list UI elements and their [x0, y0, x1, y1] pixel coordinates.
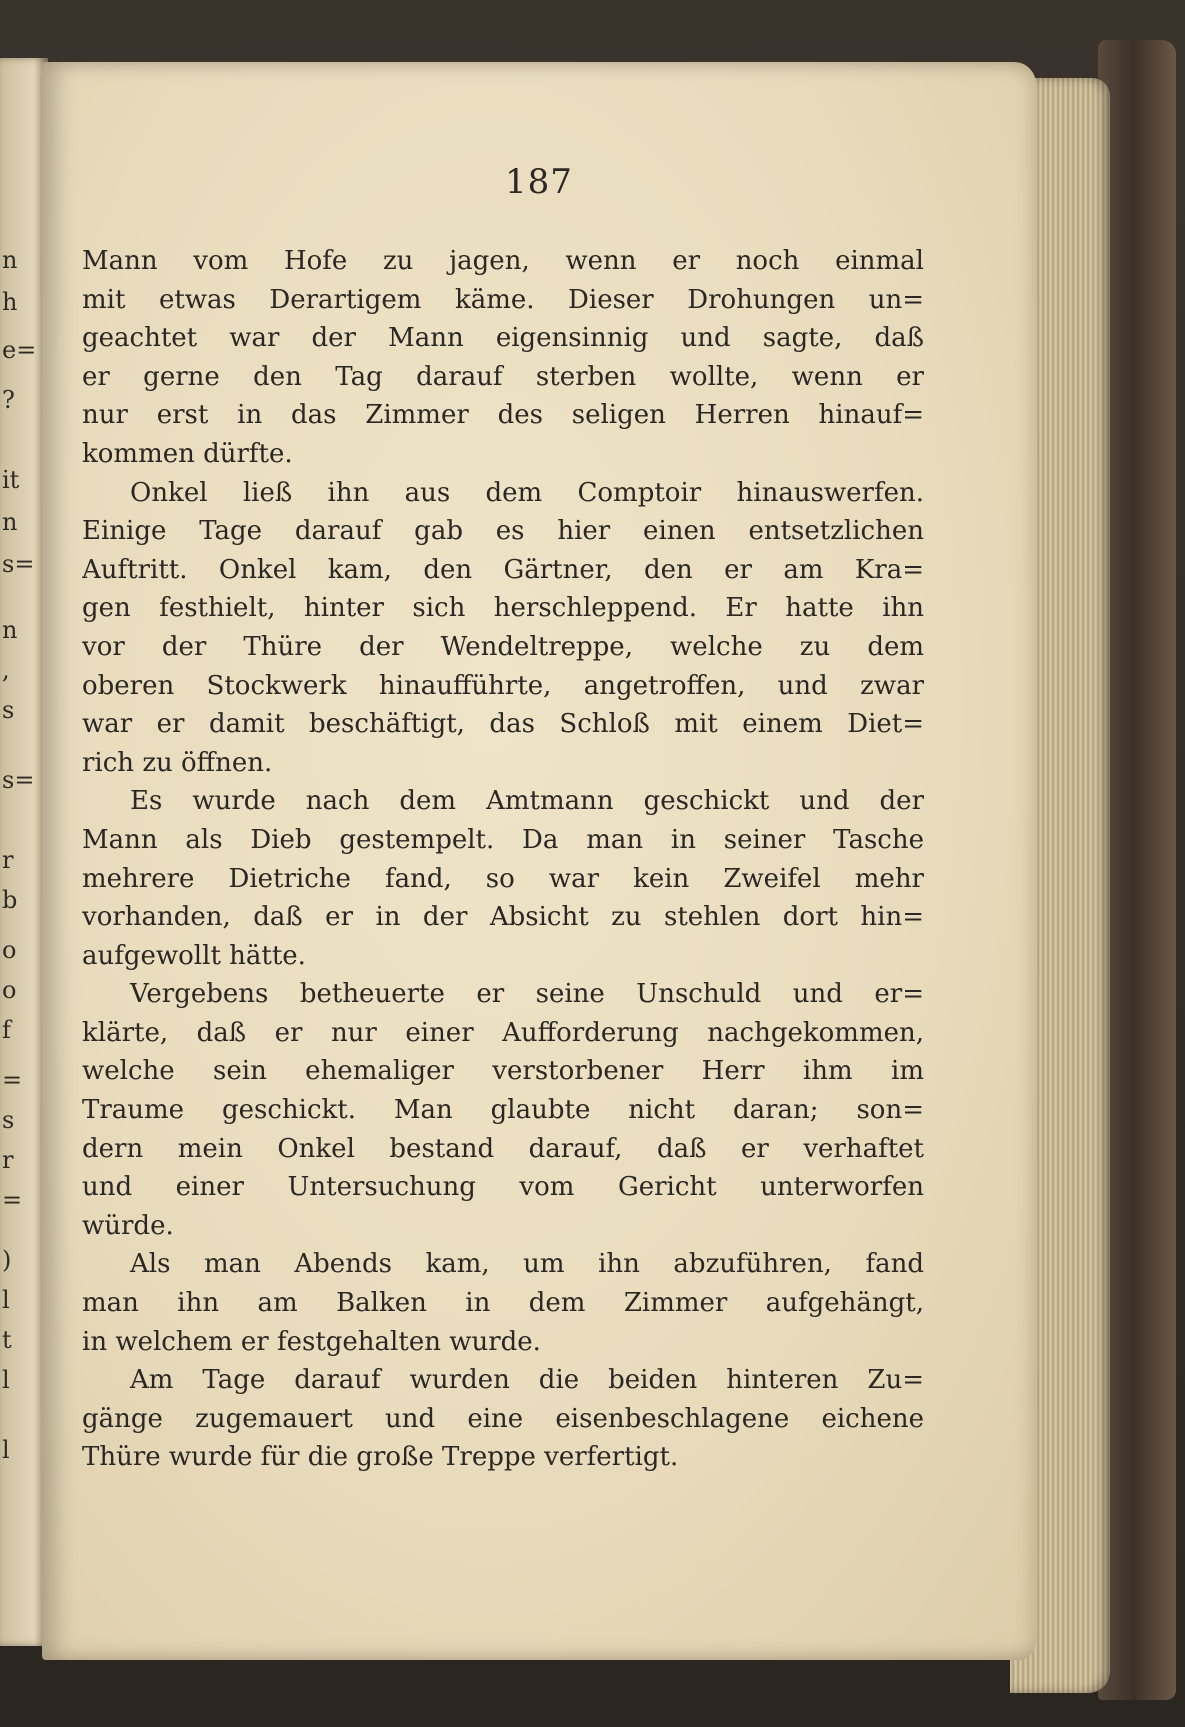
- book-page: [42, 62, 1036, 1660]
- text-line: man ihn am Balken in dem Zimmer aufgehängt,: [82, 1288, 924, 1319]
- previous-page-fragment: ,: [2, 656, 10, 684]
- previous-page-fragment: s: [2, 696, 15, 724]
- text-line: Traume geschickt. Man glaubte nicht daran; son=: [82, 1095, 924, 1126]
- previous-page-fragment: n: [2, 246, 18, 274]
- text-line: mehrere Dietriche fand, so war kein Zweifel mehr: [82, 863, 924, 894]
- text-line: vorhanden, daß er in der Absicht zu stehlen dort hin=: [82, 902, 924, 933]
- text-line: er gerne den Tag darauf sterben wollte, wenn er: [82, 361, 924, 392]
- text-line: nur erst in das Zimmer des seligen Herren hinauf=: [82, 400, 924, 431]
- text-line: aufgewollt hätte.: [82, 940, 306, 971]
- text-line: Mann als Dieb gestempelt. Da man in seiner Tasche: [82, 824, 924, 855]
- text-line: dern mein Onkel bestand darauf, daß er verhaftet: [82, 1133, 924, 1164]
- previous-page-fragment: f: [2, 1016, 11, 1044]
- text-line: Als man Abends kam, um ihn abzuführen, fand: [130, 1249, 924, 1280]
- previous-page-fragment: n: [2, 616, 18, 644]
- previous-page-fragment: h: [2, 288, 18, 316]
- previous-page-fragment: e=: [2, 336, 37, 364]
- text-line: und einer Untersuchung vom Gericht unterworfen: [82, 1172, 924, 1203]
- previous-page-fragment: l: [2, 1366, 10, 1394]
- previous-page-edge: [0, 58, 48, 1646]
- text-line: gen festhielt, hinter sich herschleppend. Er hatte ihn: [82, 593, 924, 624]
- previous-page-fragment: =: [2, 1186, 23, 1214]
- text-line: Mann vom Hofe zu jagen, wenn er noch einmal: [82, 246, 924, 276]
- text-line: geachtet war der Mann eigensinnig und sagte, daß: [82, 323, 924, 354]
- text-line: Vergebens betheuerte er seine Unschuld und er=: [130, 979, 924, 1010]
- text-line: war er damit beschäftigt, das Schloß mit einem Diet=: [82, 709, 924, 740]
- previous-page-fragment: o: [2, 936, 17, 964]
- text-line: Onkel ließ ihn aus dem Comptoir hinauswerfen.: [130, 477, 924, 508]
- previous-page-fragment: s: [2, 1106, 15, 1134]
- previous-page-fragment: r: [2, 1146, 14, 1174]
- text-line: rich zu öffnen.: [82, 747, 273, 778]
- text-line: Auftritt. Onkel kam, den Gärtner, den er am Kra=: [82, 554, 924, 585]
- previous-page-fragment: ): [2, 1246, 12, 1274]
- page-text: [82, 242, 924, 1477]
- text-line: in welchem er festgehalten wurde.: [82, 1326, 541, 1357]
- text-line: mit etwas Derartigem käme. Dieser Drohungen un=: [82, 284, 924, 315]
- page-number: 187: [505, 162, 573, 202]
- previous-page-fragment: n: [2, 508, 18, 536]
- text-line: Am Tage darauf wurden die beiden hinteren Zu=: [130, 1365, 924, 1396]
- previous-page-fragment: s=: [2, 766, 35, 794]
- previous-page-fragment: r: [2, 846, 14, 874]
- previous-page-fragment: =: [2, 1066, 23, 1094]
- text-line: kommen dürfte.: [82, 438, 293, 469]
- previous-page-fragment: l: [2, 1286, 10, 1314]
- text-line: würde.: [82, 1210, 174, 1241]
- previous-page-fragment: t: [2, 1326, 12, 1354]
- text-line: gänge zugemauert und eine eisenbeschlagene eichene: [82, 1403, 924, 1434]
- text-line: Thüre wurde für die große Treppe verfertigt.: [82, 1442, 679, 1473]
- text-line: welche sein ehemaliger verstorbener Herr ihm im: [82, 1056, 924, 1087]
- text-line: Einige Tage darauf gab es hier einen entsetzlichen: [82, 516, 924, 547]
- previous-page-fragment: s=: [2, 550, 35, 578]
- text-line: vor der Thüre der Wendeltreppe, welche zu dem: [82, 631, 924, 662]
- previous-page-fragment: ?: [2, 386, 15, 414]
- previous-page-fragment: o: [2, 976, 17, 1004]
- text-line: Es wurde nach dem Amtmann geschickt und der: [130, 786, 924, 817]
- previous-page-fragment: b: [2, 886, 18, 914]
- text-line: oberen Stockwerk hinaufführte, angetroffen, und zwar: [82, 670, 924, 701]
- previous-page-fragment: it: [2, 466, 20, 494]
- previous-page-fragment: l: [2, 1436, 10, 1464]
- text-line: klärte, daß er nur einer Aufforderung nachgekommen,: [82, 1017, 924, 1048]
